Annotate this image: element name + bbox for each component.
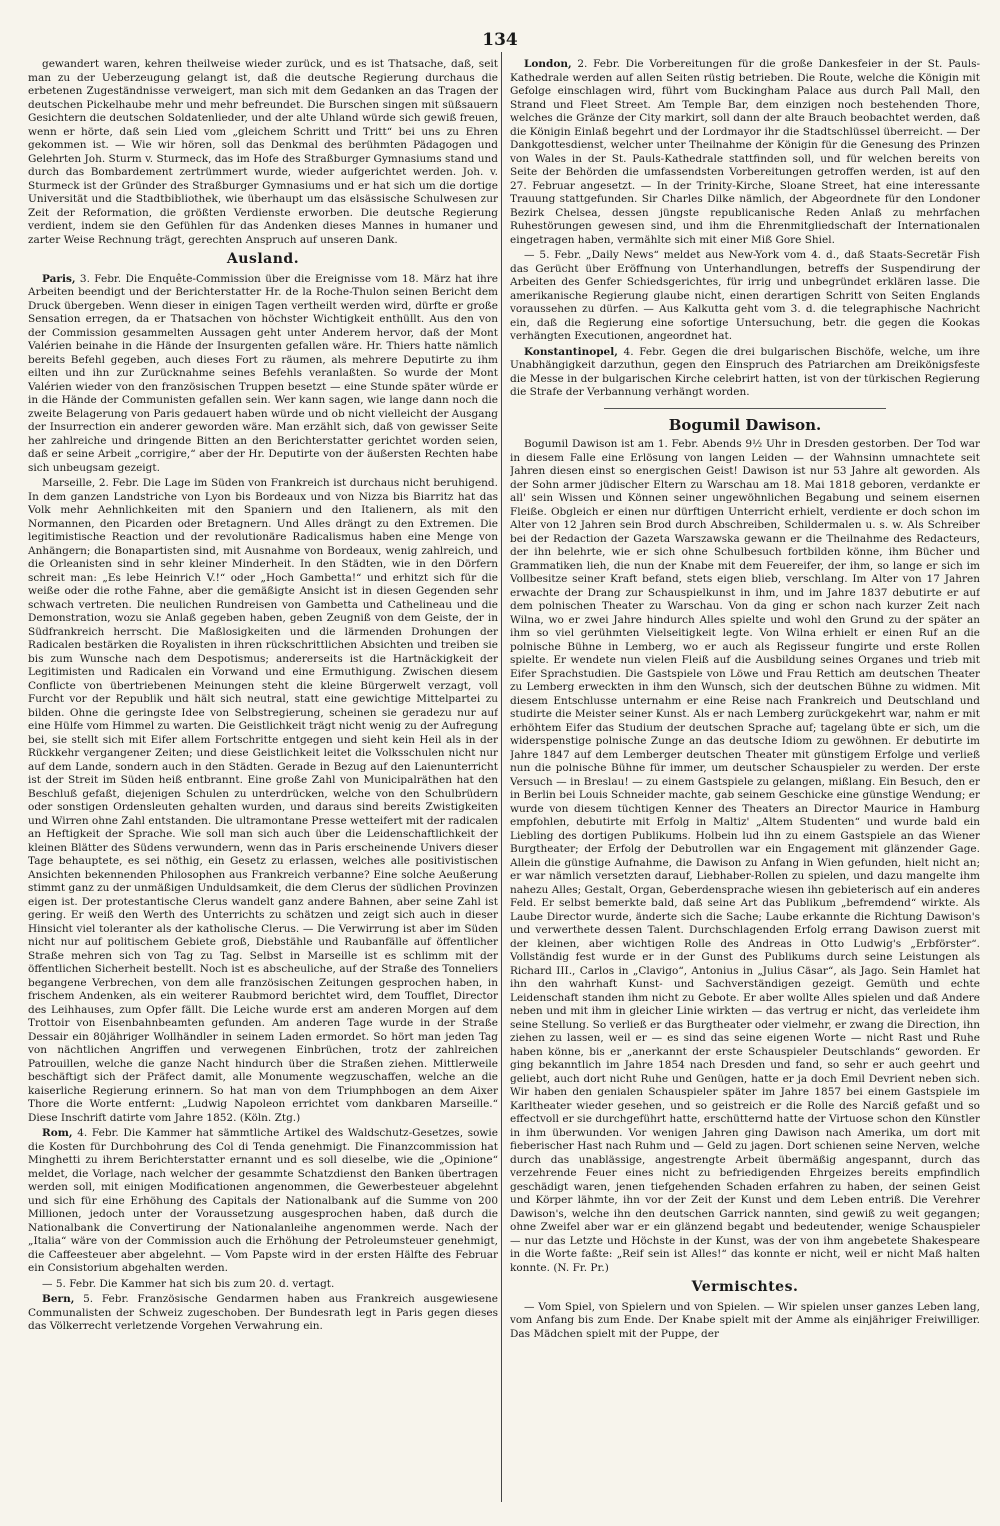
page-number: 134: [482, 30, 518, 50]
intro-paragraph: gewandert waren, kehren theilweise wieder zurück, und es ist Thatsache, daß, seit man zu der Ueberzeugung gelangt ist, daß die deutsche Regierung durchaus die erbetenen Zugeständnisse verweigert, man sich mit dem Gedanken an das Tragen der deutschen Pickelhaube mehr und mehr befreundet. Die Burschen singen mit süßsauern Gesichtern die deutschen Soldatenlieder, und der alte Uhland würde sich gewiß freuen, wenn er hörte, daß sein Lied vom „gleichem Schritt und Tritt“ bei uns zu Ehren gekommen ist. — Wie wir hören, soll das Denkmal des berühmten Pädagogen und Gelehrten Joh. Sturm v. Sturmeck, das im Hofe des Straßburger Gymnasiums stand und durch das Bombardement zertrümmert wurde, wieder aufgerichtet werden. Joh. v. Sturmeck ist der Gründer des Straßburger Gymnasiums und er hat sich um die dortige Universität und die Stadtbibliothek, wie überhaupt um das elsässische Schulwesen zur Zeit der Reformation, die größten Verdienste erworben. Die deutsche Regierung verdient, indem sie den Gefühlen für das Andenken dieses Mannes in humaner und zarter Weise Rechnung trägt, gerechten Anspruch auf unseren Dank.: [28, 58, 498, 246]
rom-article-2: — 5. Febr. Die Kammer hat sich bis zum 20. d. vertagt.: [42, 1277, 335, 1290]
london-article: [510, 58, 980, 247]
separator-rule: [604, 408, 886, 409]
obituary-paragraph: Bogumil Dawison ist am 1. Febr. Abends 9½ Uhr in Dresden gestorben. Der Tod war in diesem Falle eine Erlösung von langen Leiden — der Wahnsinn umnachtete seit Jahren diesen einst so energischen Geist! Dawison ist nur 53 Jahre alt geworden. Als der Sohn armer jüdischer Eltern zu Warschau am 18. Mai 1818 geboren, verdankte er all' sein Wissen und Können seiner ungewöhnlichen Begabung und seinem eisernen Fleiße. Obgleich er einen nur dürftigen Unterricht erhielt, verdiente er doch schon im Alter von 12 Jahren sein Brod durch Abschreiben, Schildermalen u. s. w. Als Schreiber bei der Redaction der Gazeta Warszawska gewann er die Theilnahme des Redacteurs, der ihn belehrte, wie er sich ohne Schulbesuch fortbilden könne, ihm Bücher und Grammatiken lieh, die nun der Knabe mit dem Feuereifer, der ihm, so lange er sich im Vollbesitze seiner Kraft befand, stets eigen blieb, verschlang. Im Alter von 17 Jahren erwachte der Drang zur Schauspielkunst in ihm, und im Jahre 1837 debutirte er auf dem polnischen Theater zu Warschau. Von da ging er schon nach kurzer Zeit nach Wilna, wo er zwei Jahre hindurch Alles spielte und wohl den Grund zu der später an ihm so viel gerühmten Vielseitigkeit legte. Von Wilna erhielt er einen Ruf an die polnische Bühne in Lemberg, wo er auch als Regisseur fungirte und erste Rollen spielte. Er wendete nun vielen Fleiß auf die Ausbildung seines Organes und trieb mit Eifer Sprachstudien. Die Gastspiele von Löwe und Frau Rettich am deutschen Theater zu Lemberg erweckten in ihm den Wunsch, sich der deutschen Bühne zu widmen. Mit diesem Entschlusse unternahm er eine Reise nach Frankreich und Deutschland und studirte die Meister seiner Kunst. Als er nach Lemberg zurückgekehrt war, nahm er mit erhöhtem Eifer das Studium der deutschen Sprache auf; tagelang übte er sich, um die widerspenstige polnische Zunge an das deutsche Idiom zu gewöhnen. Er debutirte im Jahre 1847 auf dem Lemberger deutschen Theater mit günstigem Erfolge und verließ nun die polnische Bühne für immer, um deutscher Schauspieler zu werden. Der erste Versuch — in Breslau! — zu einem Gastspiele zu gelangen, mißlang. Ein Besuch, den er in Berlin bei Louis Schneider machte, gab seinem Geschicke eine günstige Wendung; er wurde von diesem tüchtigen Kenner des Theaters an Director Maurice in Hamburg empfohlen, debutirte mit Erfolg in Maltiz' „Altem Studenten“ und wurde bald ein Liebling des dortigen Publikums. Holbein lud ihn zu einem Gastspiele an das Wiener Burgtheater; der Erfolg der Debutrollen war ein Engagement mit glänzender Gage. Allein die günstige Aufnahme, die Dawison zu Anfang in Wien gefunden, hielt nicht an; er war nämlich versetzten darauf, Liebhaber-Rollen zu spielen, und dazu mangelte ihm nahezu Alles; Gestalt, Organ, Geberdensprache wiesen ihn gebieterisch auf ein anderes Feld. Er selbst bemerkte bald, daß seine Art das Publikum „befremdend“ wirkte. Als Laube Director wurde, änderte sich die Sache; Laube erkannte die Richtung Dawison's und verwerthete dessen Talent. Durchschlagenden Erfolg errang Dawison zuerst mit der kleinen, aber wichtigen Rolle des Andreas in Otto Ludwig's „Erbförster“. Vollständig fest wurde er in der Gunst des Publikums durch seine Leistungen als Richard III., Carlos in „Clavigo“, Antonius in „Julius Cäsar“, als Jago. Sein Hamlet hat ihn den wahrhaft Kunst- und Sachverständigen gezeigt. Gemüth und echte Leidenschaft standen ihm nicht zu Gebote. Er aber wollte Alles spielen und daß Andere neben und mit ihm in gleicher Linie wirkten — das vertrug er nicht, das verleidete ihm seine Stellung. So verließ er das Burgtheater oder vielmehr, er zwang die Direction, ihn ziehen zu lassen, weil er — es sind das seine eigenen Worte — nicht Rast und Ruhe haben könne, bis er „anerkannt der erste Schauspieler Deutschlands“ geworden. Er ging bekanntlich im Jahre 1854 nach Dresden und fand, so sehr er auch geehrt und geliebt, auch dort nicht Ruhe und Genügen, hatte er ja doch Emil Devrient neben sich. Wir haben den genialen Schauspieler später im Jahre 1857 bei einem Gastspiele im Karltheater wieder gesehen, und so geistreich er die Rolle des Narciß gefaßt und so effectvoll er sie durchgeführt hatte, erschütternd hatte der Virtuose schon den Künstler in ihm überwunden. Vor wenigen Jahren ging Dawison nach Amerika, um dort mit fieberischer Hast nach Ruhm und — Geld zu jagen. Dort schienen seine Nerven, welche durch das unablässige, angestrengte Arbeit übermäßig angespannt, durch das verzehrende Feuer eines nicht zu befriedigenden Ehrgeizes bereits empfindlich geschädigt waren, jenen tiefgehenden Schaden erfahren zu haben, der seinen Geist und Körper lähmte, ihn vor der Zeit der Kunst und dem Leben entriß. Die Verehrer Dawison's, welche ihn den deutschen Garrick nannten, sind gewiß zu weit gegangen; ohne Zweifel aber war er ein glänzend begabt und bedeutender, wenige Schauspieler — nur das Letzte und Höchste in der Kunst, was der von ihm angebetete Shakespeare in die Worte faßte: „Reif sein ist Alles!“ das konnte er nicht, weil er nicht Maß halten konnte. (N. Fr. Pr.): [510, 438, 980, 1274]
konstantinopel-text: 4. Febr. Gegen die drei bulgarischen Bischöfe, welche, um ihre Unabhängigkeit darzuthun, gegen den Einspruch des Patriarchen am Dreikönigsfeste die Messe in der bulgarischen Kirche celebrirt hatten, ist von der türkischen Regierung die Strafe der Verbannung verhängt worden.: [510, 345, 980, 398]
left-column: [28, 58, 498, 1498]
rom-article: [28, 1127, 498, 1276]
column-divider: [501, 52, 502, 1502]
obituary-title: Bogumil Dawison.: [668, 415, 822, 434]
rom-dateline: Rom,: [42, 1127, 73, 1139]
section-title-vermischtes: Vermischtes.: [691, 1279, 799, 1295]
london-dateline: London,: [524, 58, 572, 70]
london-article-2: — 5. Febr. „Daily News“ meldet aus New-York vom 4. d., daß Staats-Secretär Fish das Gerücht über Eröffnung von Unterhandlungen, betreffs der Suspendirung der Arbeiten des Genfer Schiedsgerichtes, für irrig und unbegründet erklären lasse. Die amerikanische Regierung glaube nicht, einen derartigen Schritt von Seiten Englands voraussehen zu dürfen. — Aus Kalkutta geht vom 3. d. die telegraphische Nachricht ein, daß die Regierung eine sofortige Untersuchung, betr. die gegen die Kookas verhängten Executionen, angeordnet hat.: [510, 249, 980, 342]
bern-dateline: Bern,: [42, 1293, 75, 1305]
paris-dateline: Paris,: [42, 272, 76, 285]
konstantinopel-article: [510, 346, 980, 400]
miscellaneous-paragraph: — Vom Spiel, von Spielern und von Spielen. — Wir spielen unser ganzes Leben lang, vom Anfang bis zum Ende. Der Knabe spielt mit der Amme als einjähriger Freiwilliger. Das Mädchen spielt mit der Puppe, der: [510, 1300, 980, 1340]
rom-text: 4. Febr. Die Kammer hat sämmtliche Artikel des Waldschutz-Gesetzes, sowie die Kosten für Durchbohrung des Col di Tenda genehmigt. Die Finanzcommission hat Minghetti zu ihrem Berichterstatter ernannt und es soll dieselbe, wie die „Opinione“ meldet, die Vorlage, nach welcher der gesammte Schatzdienst den Banken übertragen werden soll, mit einigen Modificationen angenommen, die Gewerbesteuer abgelehnt und sich für eine Erhöhung des Capitals der Nationalbank auf die Summe von 200 Millionen, jedoch unter der Voraussetzung ausgesprochen haben, daß durch die Nationalbank die Convertirung der Nationalanleihe angenommen werde. Nach der „Italia“ wäre von der Commission auch die Erhöhung der Petroleumsteuer genehmigt, die Caffeesteuer aber abgelehnt. — Vom Papste wird in der ersten Hälfte des Februar ein Consistorium abgehalten werden.: [28, 1127, 498, 1274]
right-column: [510, 58, 980, 1498]
paris-article: [28, 273, 498, 476]
section-title-ausland: Ausland.: [226, 251, 300, 267]
london-text: 2. Febr. Die Vorbereitungen für die große Dankesfeier in der St. Pauls-Kathedrale werden auf allen Seiten rüstig betrieben. Die Route, welche die Königin mit Gefolge einschlagen wird, führt vom Buckingham Palace aus durch Pall Mall, den Strand und Fleet Street. Am Temple Bar, dem einzigen noch bestehenden Thore, welches die Gränze der City markirt, soll dann der alte Brauch beobachtet werden, daß die Königin Einlaß begehrt und der Lordmayor ihr die Stadtschlüssel überreicht. — Der Dankgottesdienst, welcher unter Theilnahme der Königin für die Genesung des Prinzen von Wales in der St. Pauls-Kathedrale stattfinden soll, und für welchen bereits von Seite der Behörden die umfassendsten Vorbereitungen getroffen werden, ist auf den 27. Februar angesetzt. — In der Trinity-Kirche, Sloane Street, hat eine interessante Trauung stattgefunden. Sir Charles Dilke nämlich, der Abgeordnete für den Londoner Bezirk Chelsea, dessen jüngste republicanische Reden Anlaß zu mehrfachen Ruhestörungen gewesen sind, und ihm die Ehrenmitgliedschaft der Internationalen eingetragen haben, vermählte sich mit einer Miß Gore Shiel.: [510, 58, 980, 246]
bern-article: [28, 1293, 498, 1334]
marseille-article: Marseille, 2. Febr. Die Lage im Süden von Frankreich ist durchaus nicht beruhigend. In dem ganzen Landstriche von Lyon bis Bordeaux und von Nizza bis Biarritz hat das Volk mehr Aehnlichkeiten mit den Spaniern und den Italienern, als mit den Normannen, den Picarden oder Bretagnern. Und Alles drängt zu den Extremen. Die legitimistische Reaction und der revolutionäre Radicalismus haben eine Menge von Anhängern; die Bonapartisten sind, mit Ausnahme von Bordeaux, wenig zahlreich, und die Orleanisten sind in sehr kleiner Minderheit. In den Städten, wie in den Dörfern schreit man: „Es lebe Heinrich V.!“ oder „Hoch Gambetta!“ und erhitzt sich für die weiße oder die rothe Fahne, aber die gemäßigte Ansicht ist in diesen Gegenden sehr schwach vertreten. Die neulichen Rundreisen von Gambetta und Cathelineau und die Demonstration, wozu sie Anlaß gegeben haben, geben Zeugniß von dem Geiste, der in Südfrankreich herrscht. Die Maßlosigkeiten und die lärmenden Drohungen der Radicalen bestärken die Royalisten in ihren rückschrittlichen Absichten und treiben sie bis zum Wunsche nach dem Despotismus; andererseits ist die Hartnäckigkeit der Legitimisten und Radicalen ein Vorwand und eine Ermuthigung. Zwischen diesem Conflicte von übertriebenen Meinungen steht die kleine Bürgerwelt verzagt, voll Furcht vor der Republik und hält sich neutral, statt eine gewichtige Mittelpartei zu bilden. Ohne die geringste Idee von Selbstregierung, scheinen sie geradezu nur auf eine Hülfe vom Himmel zu warten. Die Geistlichkeit trägt nicht wenig zu der Aufregung bei, sie stellt sich mit Eifer allem Fortschritte entgegen und sieht kein Heil als in der Rückkehr vergangener Zeiten; und diese Geistlichkeit leitet die Volksschulen nicht nur auf dem Lande, sondern auch in den Städten. Gerade in Bezug auf den Laienunterricht ist der Streit im Süden heiß entbrannt. Eine große Zahl von Municipalräthen hat den Beschluß gefaßt, diejenigen Schulen zu unterdrücken, welche von den Schulbrüdern oder sonstigen Ordensleuten gehalten wurden, und daraus sind bereits Zwistigkeiten und Wirren ohne Zahl entstanden. Die ultramontane Presse wetteifert mit der radicalen an Heftigkeit der Sprache. Wie soll man sich auch über die Leidenschaftlichkeit der kleinen Blätter des Südens verwundern, wenn das in Paris erscheinende Univers dieser Tage behauptete, es sei nöthig, ein Gesetz zu erlassen, welches alle positivistischen Ansichten bekennenden Philosophen aus Frankreich verbanne? Eine solche Aeußerung stimmt ganz zu der unmäßigen Unduldsamkeit, die dem Clerus der südlichen Provinzen eigen ist. Der protestantische Clerus wandelt ganz andere Bahnen, aber seine Zahl ist gering. Er weiß den Werth des Unterrichts zu schätzen und zeigt sich auch in dieser Hinsicht viel toleranter als der katholische Clerus. — Die Verwirrung ist aber im Süden nicht nur auf politischem Gebiete groß, Diebstähle und Raubanfälle auf öffentlicher Straße mehren sich von Tag zu Tag. Selbst in Marseille ist es schlimm mit der öffentlichen Sicherheit bestellt. Noch ist es abscheuliche, auf der Straße des Tonneliers begangene Verbrechen, von dem alle französischen Zeitungen gesprochen haben, in frischem Andenken, als ein weiterer Raubmord berichtet wird, dem Toufflet, Director des Leihhauses, zum Opfer fällt. Die Leiche wurde erst am anderen Morgen auf dem Trottoir von Eisenbahnbeamten gefunden. Am anderen Tage wurde in der Straße Dessair ein 80jähriger Wollhändler in seinem Laden ermordet. So hört man jeden Tag von nächtlichen Angriffen und verwegenen Einbrüchen, trotz der zahlreichen Patrouillen, welche die ganze Nacht hindurch über die Straßen ziehen. Mittlerweile beschäftigt sich der Präfect damit, alle Monumente wegzuschaffen, welche an die kaiserliche Regierung erinnern. So hat man von dem Triumphbogen an dem Aixer Thore die Worte entfernt: „Ludwig Napoleon errichtet vom dankbaren Marseille.“ Diese Inschrift datirte vom Jahre 1852. (Köln. Ztg.): [28, 477, 498, 1124]
konstantinopel-dateline: Konstantinopel,: [524, 345, 618, 358]
paris-text: 3. Febr. Die Enquête-Commission über die Ereignisse vom 18. März hat ihre Arbeiten beendigt und der Berichterstatter Hr. de la Roche-Thulon seinen Bericht dem Druck übergeben. Wenn dieser in einigen Tagen vertheilt werden wird, dürfte er große Sensation erregen, da er Thatsachen von höchster Wichtigkeit enthüllt. Aus den von der Commission gesammelten Aussagen geht unter Anderem hervor, daß der Mont Valérien beinahe in die Hände der Insurgenten gefallen wäre. Hr. Thiers hatte nämlich bereits Befehl gegeben, auch dieses Fort zu räumen, als mehrere Deputirte zu ihm eilten und ihn zur Zurücknahme seines Befehls veranlaßten. So wurde der Mont Valérien wieder von den französischen Truppen besetzt — eine Stunde später würde er in die Hände der Communisten gefallen sein. Wer kann sagen, wie lange dann noch die zweite Belagerung von Paris gedauert haben würde und ob nicht vielleicht der Ausgang der Insurrection ein anderer geworden wäre. Man erzählt sich, daß von gewisser Seite her zahlreiche und dringende Bitten an den Berichterstatter gerichtet worden seien, daß er seine Arbeit „corrigire,“ aber der Hr. Deputirte von der äußersten Rechten habe sich unbeugsam gezeigt.: [28, 272, 498, 474]
bern-text: 5. Febr. Französische Gendarmen haben aus Frankreich ausgewiesene Communalisten der Schweiz zugeschoben. Der Bundesrath legt in Paris gegen dieses das Völkerrecht verletzende Vorgehen Verwahrung ein.: [28, 1293, 498, 1332]
